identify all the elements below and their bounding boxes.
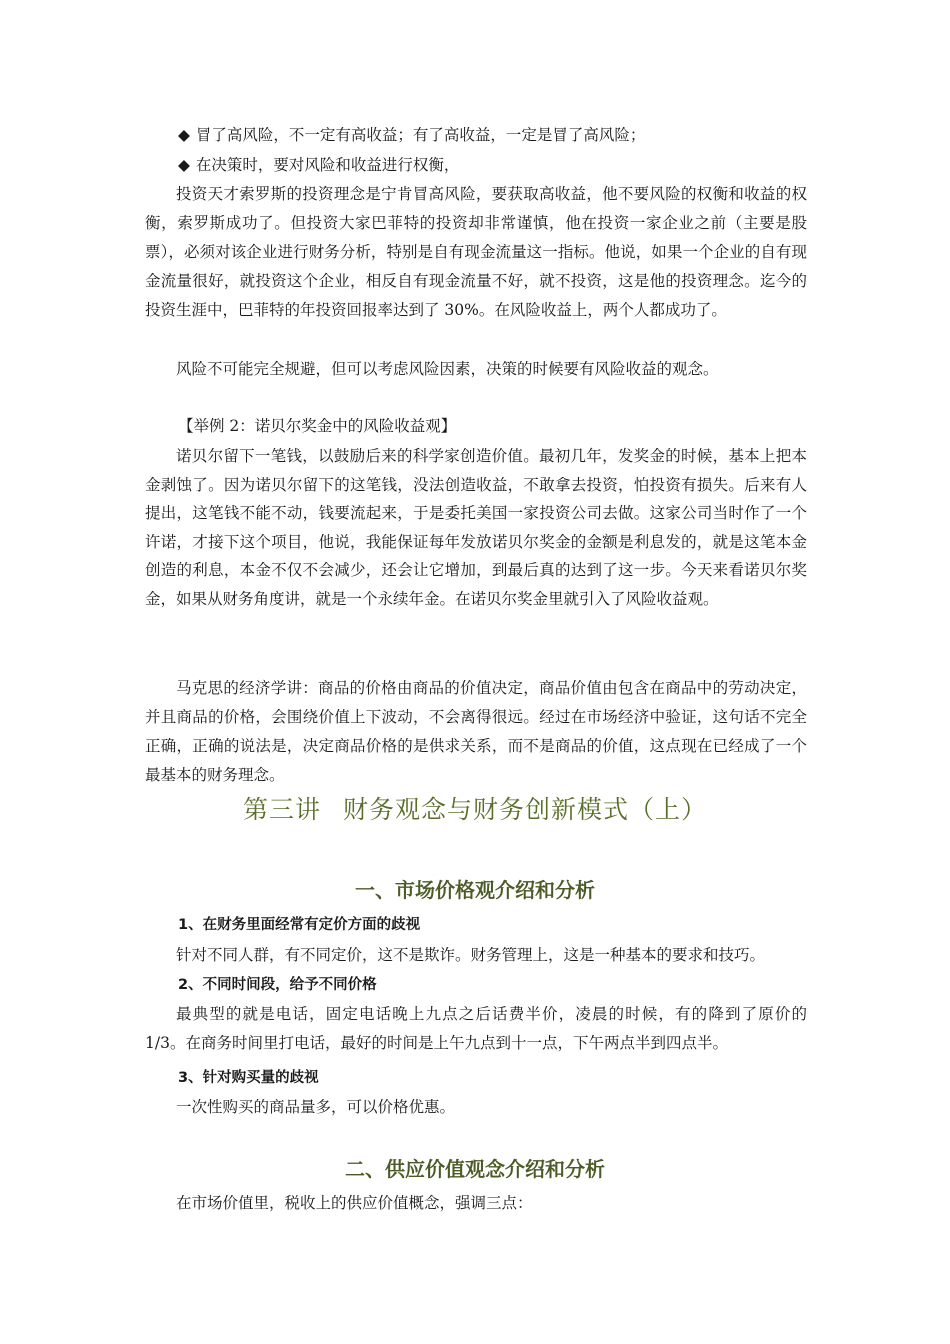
paragraph-marx [145,674,807,790]
paragraph-text: 投资天才索罗斯的投资理念是宁肯冒高风险，要获取高收益，他不要风险的权衡和收益的权衡，索罗斯成功了。但投资大家巴菲特的投资却非常谨慎，他在投资一家企业之前（主要是股票），必须对该企业进行财务分析，特别是自有现金流量这一指标。他说，如果一个企业的自有现金流量很好，就投资这个企业，相反自有现金流量不好，就不投资，这是他的投资理念。迄今的投资生涯中，巴菲特的年投资回报率达到了 30%。在风险收益上，两个人都成功了。 [145,185,807,319]
section-title: 一、市场价格观介绍和分析 [355,878,595,902]
lecture-topic: 财务观念与财务创新模式（上） [343,795,708,824]
paragraph-text: 风险不可能完全规避，但可以考虑风险因素，决策的时候要有风险收益的观念。 [176,360,719,378]
section-title: 二、供应价值观念介绍和分析 [345,1157,605,1181]
bullet-item [178,121,645,150]
paragraph-text: 诺贝尔留下一笔钱，以鼓励后来的科学家创造价值。最初几年，发奖金的时候，基本上把本金剥蚀了。因为诺贝尔留下的这笔钱，没法创造收益，不敢拿去投资，怕投资有损失。后来有人提出，这笔钱不能不动，钱要流起来，于是委托美国一家投资公司去做。这家公司当时作了一个许诺，才接下这个项目，他说，我能保证每年发放诺贝尔奖金的金额是利息发的，就是这笔本金创造的利息，本金不仅不会减少，还会让它增加，到最后真的达到了这一步。今天来看诺贝尔奖金，如果从财务角度讲，就是一个永续年金。在诺贝尔奖金里就引入了风险收益观。 [145,447,807,608]
section-body [145,1189,807,1218]
paragraph-text: 一次性购买的商品量多，可以价格优惠。 [176,1098,456,1116]
lecture-number: 第三讲 [242,795,321,824]
paragraph-text: 马克思的经济学讲：商品的价格由商品的价值决定，商品价值由包含在商品中的劳动决定，并且商品的价格，会围绕价值上下波动，不会离得很远。经过在市场经济中验证，这句话不完全正确，正确的说法是，决定商品价格的是供求关系，而不是商品的价值，这点现在已经成了一个最基本的财务理念。 [145,679,807,784]
subsection-body [145,941,807,970]
subsection-body [145,1000,807,1058]
diamond-bullet-icon: ◆ [178,156,190,174]
bullet-text: 冒了高风险，不一定有高收益；有了高收益，一定是冒了高风险； [195,126,646,144]
paragraph-text: 最典型的就是电话，固定电话晚上九点之后话费半价，凌晨的时候，有的降到了原价的 1/3。在商务时间里打电话，最好的时间是上午九点到十一点，下午两点半到四点半。 [145,1005,807,1052]
example-title: 【举例 2：诺贝尔奖金中的风险收益观】 [178,417,457,435]
bullet-item [178,151,459,180]
bullet-text: 在决策时，要对风险和收益进行权衡， [195,156,460,174]
paragraph-text: 在市场价值里，税收上的供应价值概念，强调三点： [176,1194,533,1212]
paragraph-risk [145,355,807,384]
subsection-heading: 2、不同时间段，给予不同价格 [178,977,377,993]
diamond-bullet-icon: ◆ [178,126,190,144]
subsection-heading: 1、在财务里面经常有定价方面的歧视 [178,917,421,933]
subsection-body [145,1093,807,1122]
subsection-heading: 3、针对购买量的歧视 [178,1070,319,1086]
lecture-title [0,790,950,826]
paragraph-text: 针对不同人群，有不同定价，这不是欺诈。财务管理上，这是一种基本的要求和技巧。 [176,946,766,964]
paragraph-soros [145,180,807,325]
paragraph-nobel [145,442,807,613]
